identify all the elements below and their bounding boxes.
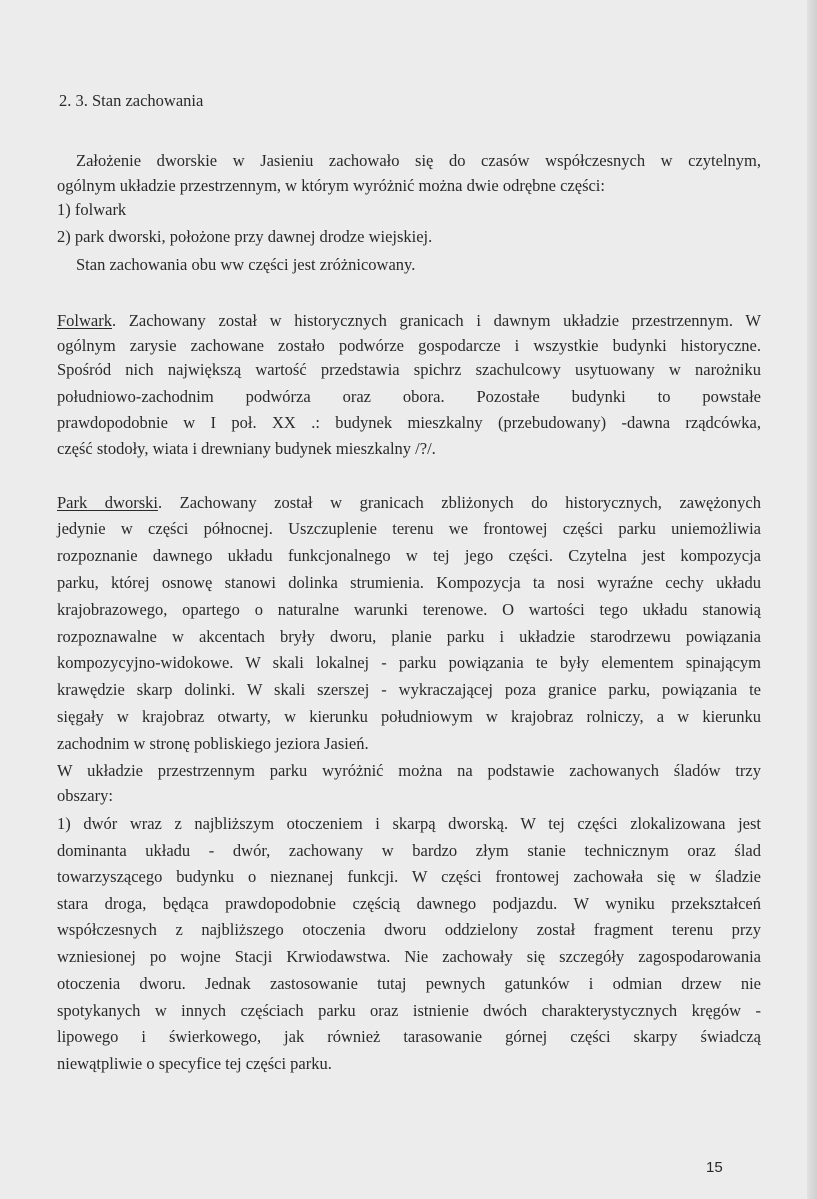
park-first-line — [57, 492, 761, 514]
folwark-line: część stodoły, wiata i drewniany budynek mieszkalny /?/. — [57, 439, 436, 458]
park-line: kompozycyjno-widokowe. W skali lokalnej - parku powiązania te były elementem spinającym — [57, 653, 761, 672]
folwark-line: prawdopodobnie w I poł. XX .: budynek mieszkalny (przebudowany) -dawna rządcówka, — [57, 413, 761, 432]
park-line: zachodnim w stronę pobliskiego jeziora Jasień. — [57, 734, 369, 753]
intro-line: Założenie dworskie w Jasieniu zachowało się do czasów współczesnych w czytelnym, — [76, 151, 761, 170]
scan-edge — [807, 0, 817, 1199]
intro-line: 2) park dworski, położone przy dawnej drodze wiejskiej. — [57, 227, 433, 246]
intro-line: 1) folwark — [57, 200, 127, 219]
folwark-line: Spośród nich największą wartość przedstawia spichrz szachulcowy usytuowany w narożniku — [57, 360, 761, 379]
park-line: stara droga, będąca prawdopodobnie częścią dawnego podjazdu. W wyniku przekształceń — [57, 894, 761, 913]
folwark-line: południowo-zachodnim podwórza oraz obora. Pozostałe budynki to powstałe — [57, 387, 761, 406]
park-title: Park dworski — [57, 493, 158, 512]
park-line: parku, której osnowę stanowi dolinka strumienia. Kompozycja ta nosi wyraźne cechy układu — [57, 573, 761, 592]
park-line: lipowego i świerkowego, jak również tarasowanie górnej części skarpy świadczą — [57, 1027, 761, 1046]
folwark-line: ogólnym zarysie zachowane zostało podwórze gospodarcze i wszystkie budynki historyczne. — [57, 336, 761, 355]
folwark-title: Folwark — [57, 311, 112, 330]
park-line: obszary: — [57, 786, 113, 805]
page-number: 15 — [706, 1159, 723, 1176]
park-line: dominanta układu - dwór, zachowany w bardzo złym stanie technicznym oraz ślad — [57, 841, 761, 860]
park-line: wzniesionej po wojne Stacji Krwiodawstwa. Nie zachowały się szczegóły zagospodarowania — [57, 947, 761, 966]
park-line: jedynie w części północnej. Uszczuplenie terenu we frontowej części parku uniemożliwia — [57, 519, 761, 538]
park-text: . Zachowany został w granicach zbliżonych do historycznych, zawężonych — [157, 493, 761, 512]
park-line: niewątpliwie o specyfice tej części parku. — [57, 1054, 332, 1073]
park-line: krajobrazowego, opartego o naturalne warunki terenowe. O wartości tego układu stanowią — [57, 600, 761, 619]
folwark-first-line — [57, 310, 761, 332]
intro-line: ogólnym układzie przestrzennym, w którym wyróżnić można dwie odrębne części: — [57, 176, 605, 195]
park-line: spotykanych w innych częściach parku oraz istnienie dwóch charakterystycznych kręgów - — [57, 1001, 761, 1020]
intro-line: Stan zachowania obu ww części jest zróżnicowany. — [76, 255, 416, 274]
park-line: towarzyszącego budynku o nieznanej funkcji. W części frontowej zachowała się w śladzie — [57, 867, 761, 886]
park-line: krawędzie skarp dolinki. W skali szerszej - wykraczającej poza granice parku, powiązania te — [57, 680, 761, 699]
park-line: W układzie przestrzennym parku wyróżnić można na podstawie zachowanych śladów trzy — [57, 761, 761, 780]
section-heading: 2. 3. Stan zachowania — [59, 91, 204, 110]
park-line: rozpoznanie dawnego układu funkcjonalnego w tej jego części. Czytelna jest kompozycja — [57, 546, 761, 565]
folwark-text: . Zachowany został w historycznych granicach i dawnym układzie przestrzennym. W — [112, 311, 761, 330]
park-line: współczesnych z najbliższego otoczenia dworu oddzielony został fragment terenu przy — [57, 920, 761, 939]
park-line: rozpoznawalne w akcentach bryły dworu, planie parku i układzie starodrzewu powiązania — [57, 627, 761, 646]
park-line: 1) dwór wraz z najbliższym otoczeniem i skarpą dworską. W tej części zlokalizowana jest — [57, 814, 761, 833]
park-line: sięgały w krajobraz otwarty, w kierunku południowym w krajobraz rolniczy, a w kierunku — [57, 707, 761, 726]
park-line: otoczenia dworu. Jednak zastosowanie tutaj pewnych gatunków i odmian drzew nie — [57, 974, 761, 993]
